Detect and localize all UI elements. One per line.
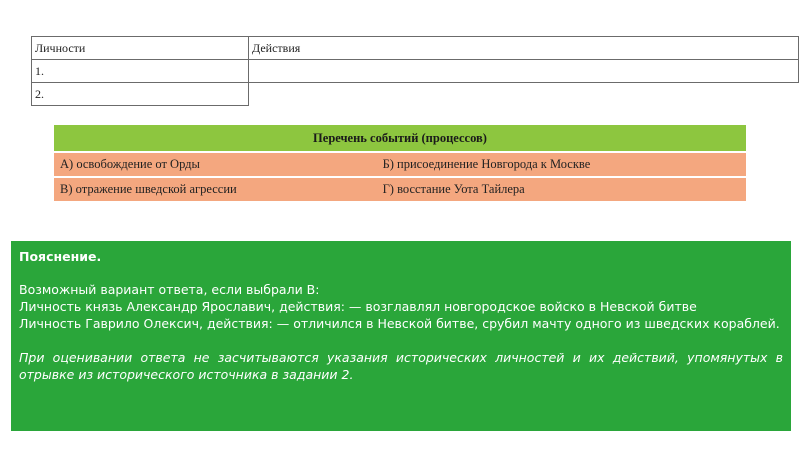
table-row xyxy=(32,60,799,83)
event-g: Г) восстание Уота Тайлера xyxy=(365,177,746,202)
event-a: А) освобождение от Орды xyxy=(54,152,365,177)
row-1-action xyxy=(249,60,799,83)
events-table xyxy=(54,125,746,203)
table-row xyxy=(54,177,746,202)
explanation-line-2: Личность Гаврило Олексич, действия: — отличился в Невской битве, срубил мачту одного из шведских кораблей. xyxy=(19,316,780,331)
row-1-person: 1. xyxy=(32,60,249,83)
event-b: Б) присоединение Новгорода к Москве xyxy=(365,152,746,177)
explanation-note: При оценивании ответа не засчитываются указания исторических личностей и их действий, упомянутых в отрывке из исторического источника в задании 2. xyxy=(19,350,783,382)
explanation-intro: Возможный вариант ответа, если выбрали В: xyxy=(19,282,320,297)
row-2-person: 2. xyxy=(32,83,249,106)
answer-table xyxy=(31,36,799,106)
table-row xyxy=(32,83,799,106)
explanation-title: Пояснение. xyxy=(19,249,102,264)
events-title: Перечень событий (процессов) xyxy=(54,125,746,152)
event-v: В) отражение шведской агрессии xyxy=(54,177,365,202)
header-actions: Действия xyxy=(249,37,799,60)
answer-table-header xyxy=(32,37,799,60)
row-2-action xyxy=(249,83,799,106)
table-row xyxy=(54,152,746,177)
explanation-box xyxy=(11,241,791,431)
explanation-line-1: Личность князь Александр Ярославич, действия: — возглавлял новгородское войско в Невской битве xyxy=(19,299,697,314)
header-persons: Личности xyxy=(32,37,249,60)
